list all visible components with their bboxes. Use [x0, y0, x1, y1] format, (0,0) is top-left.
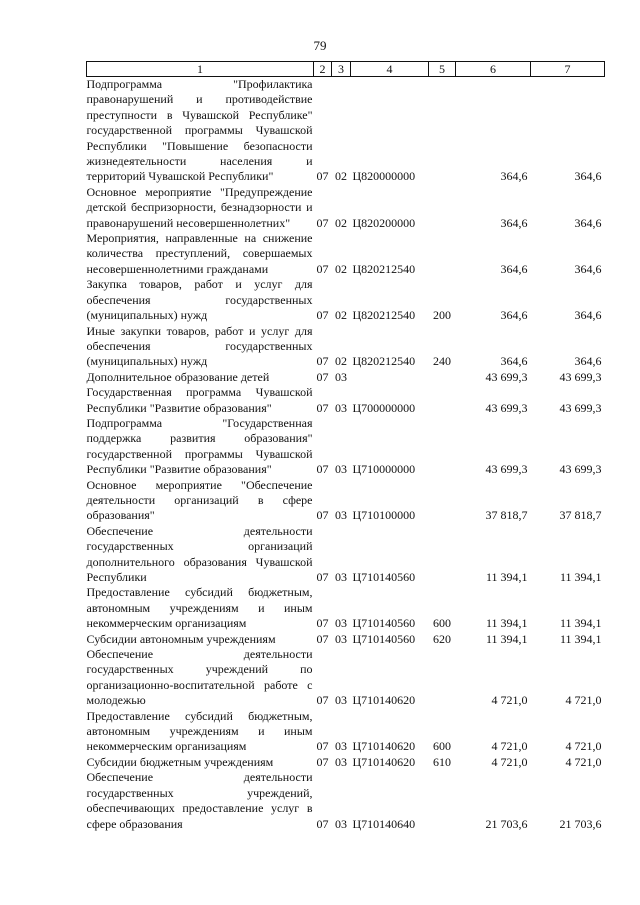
row-subsection: 03 [335, 570, 347, 584]
table-row [87, 709, 605, 755]
row-subsection: 03 [335, 631, 347, 646]
row-expense-type [429, 478, 456, 524]
row-name: Государственная программа Чувашской Республики "Развитие образования" [86, 385, 313, 415]
row-expense-type: 600 [433, 616, 451, 631]
row-target-code: Ц820000000 [352, 169, 416, 184]
row-name: Подпрограмма "Государственная поддержка развития образования" государственной программы Чувашской Республики "Развитие образования" [86, 415, 313, 477]
row-expense-type [429, 231, 456, 277]
row-target-code: Ц710140620 [352, 739, 416, 754]
row-expense-type: 610 [433, 754, 451, 769]
table-row [87, 185, 605, 231]
row-amount-2: 21 703,6 [559, 816, 602, 831]
row-amount-1: 364,6 [500, 169, 528, 184]
table-row [87, 632, 605, 647]
row-amount-1: 37 818,7 [485, 508, 528, 523]
row-expense-type: 620 [433, 631, 451, 646]
row-name: Обеспечение деятельности государственных учреждений, обеспечивающих предоставление услуг в сфере образования [86, 770, 313, 831]
table-row [87, 385, 605, 416]
row-target-code: Ц710140620 [352, 754, 416, 769]
page-number: 79 [313, 38, 327, 53]
row-section: 07 [316, 400, 329, 415]
row-expense-type [429, 77, 456, 185]
row-section: 07 [316, 215, 329, 230]
row-subsection: 03 [335, 462, 347, 477]
row-amount-1: 4 721,0 [491, 739, 528, 754]
row-target-code: Ц820212540 [352, 354, 416, 369]
row-subsection: 03 [335, 508, 347, 523]
header-col-7: 7 [531, 62, 605, 77]
row-section: 07 [316, 169, 329, 184]
row-section: 07 [316, 354, 329, 369]
row-expense-type [429, 185, 456, 231]
row-subsection: 02 [335, 354, 347, 369]
row-subsection: 02 [335, 169, 347, 184]
row-amount-2: 4 721,0 [565, 754, 602, 769]
row-name: Основное мероприятие "Предупреждение детской беспризорности, безнадзорности и правонарушений несовершеннолетних" [86, 184, 313, 230]
row-amount-1: 43 699,3 [485, 400, 528, 415]
row-target-code: Ц710100000 [352, 508, 416, 523]
table-header [87, 62, 605, 77]
row-target-code: Ц710140640 [352, 816, 416, 831]
row-amount-1: 364,6 [500, 354, 528, 369]
table-row [87, 231, 605, 277]
row-expense-type: 240 [433, 354, 451, 369]
row-amount-2: 43 699,3 [559, 462, 602, 477]
row-amount-2: 364,6 [574, 169, 602, 184]
row-expense-type [429, 524, 456, 586]
row-section: 07 [316, 261, 329, 276]
row-expense-type: 200 [433, 308, 451, 323]
table-body [87, 77, 605, 832]
table-row [87, 770, 605, 832]
row-name: Субсидии автономным учреждениям [86, 631, 276, 646]
row-section: 07 [316, 570, 329, 584]
row-name: Иные закупки товаров, работ и услуг для обеспечения государственных (муниципальных) нужд [86, 323, 313, 369]
table-row [87, 585, 605, 631]
row-section: 07 [316, 369, 329, 384]
row-section: 07 [316, 631, 329, 646]
row-subsection: 03 [335, 739, 347, 754]
table-row [87, 277, 605, 323]
header-row [87, 62, 605, 77]
row-amount-1: 11 394,1 [485, 616, 528, 631]
row-expense-type [429, 770, 456, 832]
row-target-code: Ц710140560 [352, 570, 416, 584]
header-col-2: 2 [314, 62, 332, 77]
row-expense-type: 600 [433, 739, 451, 754]
row-section: 07 [316, 462, 329, 477]
row-amount-1: 364,6 [500, 215, 528, 230]
header-col-4: 4 [351, 62, 429, 77]
row-subsection: 02 [335, 308, 347, 323]
row-target-code: Ц710140560 [352, 631, 416, 646]
row-expense-type [429, 370, 456, 385]
row-target-code [351, 370, 429, 385]
row-target-code: Ц710140560 [352, 616, 416, 631]
row-subsection: 03 [335, 693, 347, 708]
row-amount-2: 4 721,0 [565, 693, 602, 708]
row-amount-2: 364,6 [574, 354, 602, 369]
header-col-5: 5 [429, 62, 456, 77]
row-amount-1: 11 394,1 [485, 631, 528, 646]
row-amount-1: 364,6 [500, 308, 528, 323]
row-amount-2: 43 699,3 [559, 369, 602, 384]
table-row [87, 370, 605, 385]
table-row [87, 77, 605, 185]
table-row [87, 324, 605, 370]
row-section: 07 [316, 616, 329, 631]
row-name: Мероприятия, направленные на снижение количества преступлений, совершаемых несовершеннолетними гражданами [86, 231, 313, 276]
row-amount-2: 11 394,1 [559, 616, 602, 631]
row-section: 07 [316, 508, 329, 523]
row-name: Обеспечение деятельности государственных учреждений по организационно-воспитательной работе с молодежью [86, 647, 313, 708]
row-amount-2: 4 721,0 [565, 739, 602, 754]
row-name: Обеспечение деятельности государственных организаций дополнительного образования Чувашской Республики [86, 523, 313, 584]
table-row [87, 755, 605, 770]
row-subsection: 03 [335, 369, 347, 384]
row-name: Предоставление субсидий бюджетным, автономным учреждениям и иным некоммерческим организациям [86, 708, 313, 754]
row-name: Предоставление субсидий бюджетным, автономным учреждениям и иным некоммерческим организациям [86, 585, 313, 631]
row-target-code: Ц710000000 [352, 462, 416, 477]
row-target-code: Ц820212540 [352, 308, 416, 323]
header-col-6: 6 [456, 62, 531, 77]
row-amount-1: 21 703,6 [485, 816, 528, 831]
row-expense-type [429, 416, 456, 478]
row-amount-1: 43 699,3 [485, 462, 528, 477]
row-amount-2: 11 394,1 [559, 631, 602, 646]
row-subsection: 03 [335, 400, 347, 415]
row-section: 07 [316, 739, 329, 754]
row-amount-2: 37 818,7 [559, 508, 602, 523]
row-name: Дополнительное образование детей [86, 369, 270, 384]
row-expense-type [429, 647, 456, 709]
header-col-3: 3 [332, 62, 351, 77]
row-amount-2: 364,6 [574, 308, 602, 323]
row-amount-2: 364,6 [574, 261, 602, 276]
row-subsection: 02 [335, 261, 347, 276]
row-section: 07 [316, 308, 329, 323]
row-name: Субсидии бюджетным учреждениям [86, 754, 274, 769]
row-amount-1: 364,6 [500, 261, 528, 276]
row-amount-1: 11 394,1 [485, 570, 528, 584]
row-amount-2: 11 394,1 [559, 570, 602, 584]
table-row [87, 647, 605, 709]
row-subsection: 02 [335, 215, 347, 230]
row-subsection: 03 [335, 816, 347, 831]
row-amount-1: 4 721,0 [491, 754, 528, 769]
row-name: Основное мероприятие "Обеспечение деятельности организаций в сфере образования" [86, 477, 313, 523]
row-target-code: Ц710140620 [352, 693, 416, 708]
row-section: 07 [316, 816, 329, 831]
row-subsection: 03 [335, 754, 347, 769]
row-section: 07 [316, 754, 329, 769]
row-target-code: Ц820200000 [352, 215, 416, 230]
budget-table [86, 61, 605, 832]
row-amount-1: 4 721,0 [491, 693, 528, 708]
table-row [87, 524, 605, 586]
row-amount-2: 364,6 [574, 215, 602, 230]
table-row [87, 478, 605, 524]
row-target-code: Ц700000000 [352, 400, 416, 415]
header-col-1: 1 [87, 62, 314, 77]
row-amount-2: 43 699,3 [559, 400, 602, 415]
row-name: Подпрограмма "Профилактика правонарушений и противодействие преступности в Чувашской Республике" государственной программы Чувашской Республики "Повышение безопасности жизнедеятельности населения и территорий Чувашской Республики" [86, 77, 313, 184]
row-name: Закупка товаров, работ и услуг для обеспечения государственных (муниципальных) нужд [86, 277, 313, 323]
row-amount-1: 43 699,3 [485, 369, 528, 384]
table-row [87, 416, 605, 478]
row-target-code: Ц820212540 [352, 261, 416, 276]
row-expense-type [429, 385, 456, 416]
row-subsection: 03 [335, 616, 347, 631]
row-section: 07 [316, 693, 329, 708]
